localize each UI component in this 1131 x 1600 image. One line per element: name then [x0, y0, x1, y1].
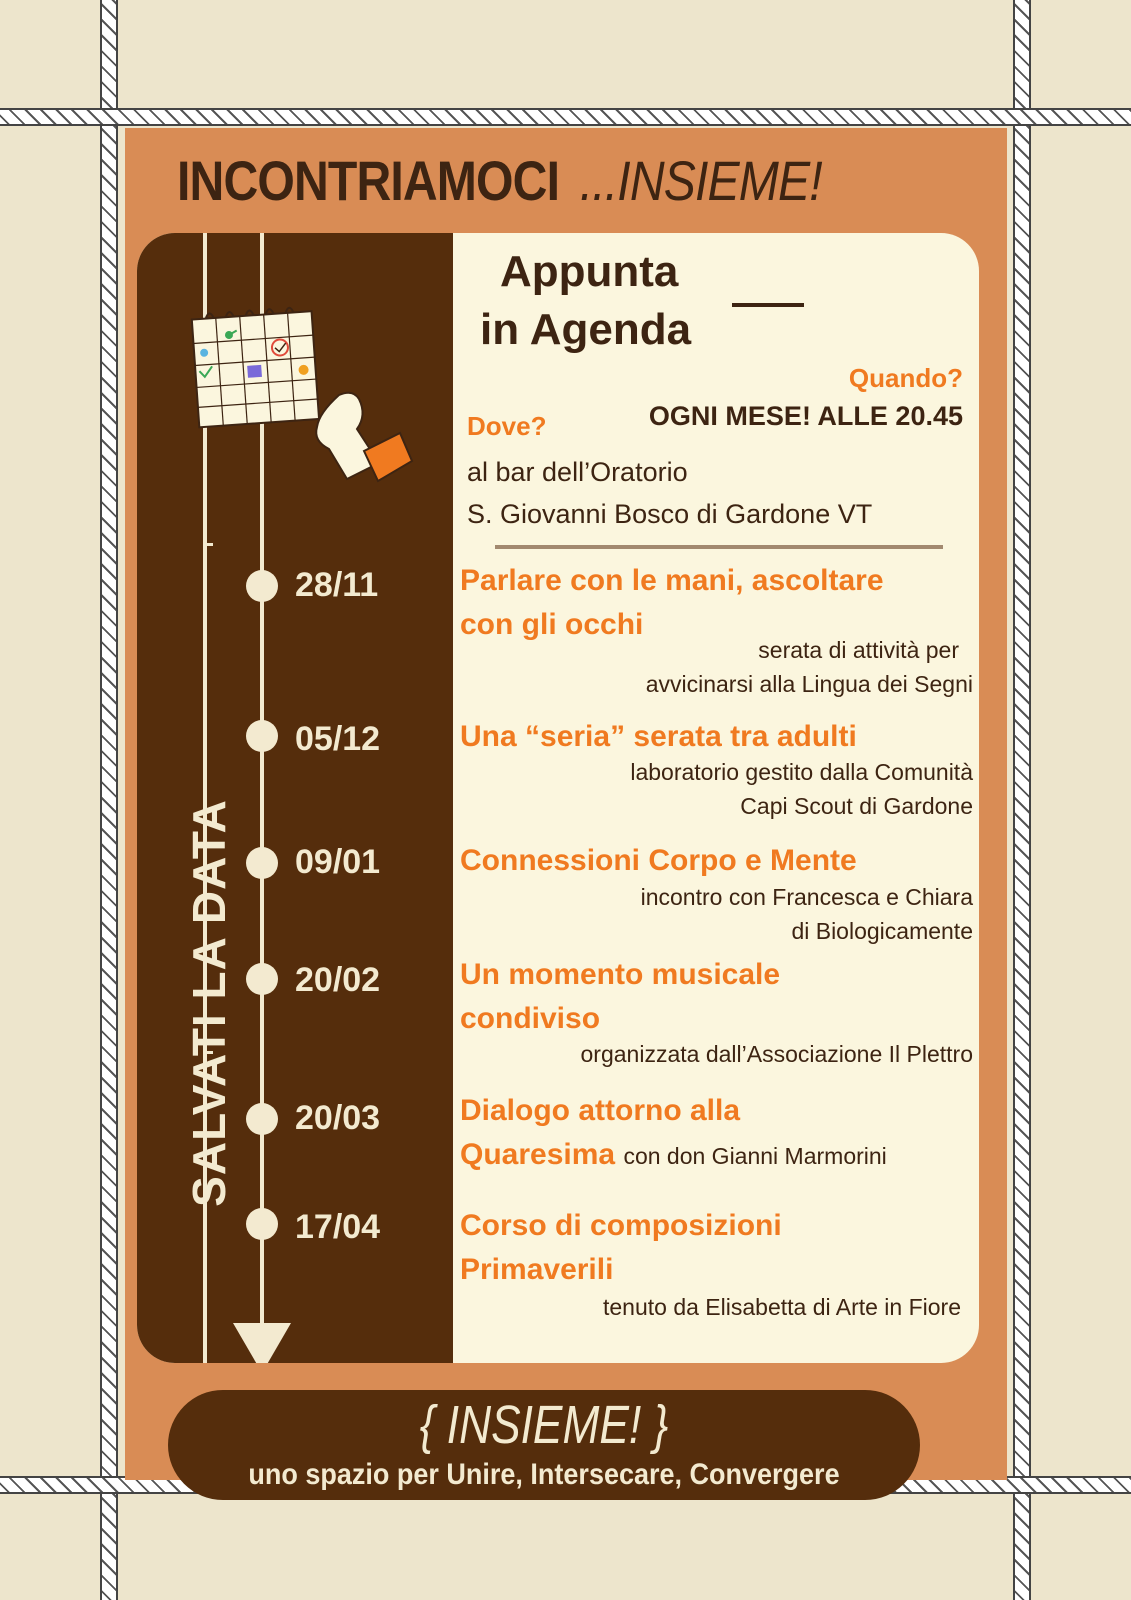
event-title	[460, 1204, 782, 1292]
event-title	[460, 1089, 887, 1178]
event-description	[646, 633, 973, 701]
event-description	[581, 1037, 973, 1071]
label-rule-top	[203, 543, 213, 546]
event-title	[460, 839, 857, 883]
poster	[125, 128, 1007, 1491]
event-title-line: Dialogo attorno alla	[460, 1094, 741, 1127]
where-label: Dove?	[467, 411, 547, 441]
event-desc-inline: con don Gianni Marmorini	[623, 1143, 887, 1169]
event-title-line: Primaverili	[460, 1253, 614, 1286]
event-description	[630, 755, 973, 823]
rope-right	[1013, 0, 1031, 1600]
event-description	[603, 1290, 973, 1324]
agenda-card	[137, 233, 979, 1363]
rope-left	[100, 0, 118, 1600]
event-title-line: Connessioni Corpo e Mente	[460, 844, 857, 877]
agenda-heading-line2: in Agenda	[480, 305, 692, 354]
event-desc-line: Capi Scout di Gardone	[740, 793, 973, 819]
footer-title: { INSIEME! }	[419, 1395, 669, 1455]
title-main: INCONTRIAMOCI	[177, 149, 560, 212]
footer-subtitle: uno spazio per Unire, Intersecare, Convergere	[248, 1458, 840, 1491]
event-date: 20/02	[295, 961, 381, 999]
event-desc-line: organizzata dall’Associazione Il Plettro	[580, 1041, 973, 1067]
timeline-panel	[137, 233, 453, 1363]
event-desc-line: tenuto da Elisabetta di Arte in Fiore	[603, 1294, 961, 1320]
event-title-word: Quaresima	[460, 1138, 616, 1171]
when-value: OGNI MESE! ALLE 20.45	[648, 401, 963, 431]
where-value	[467, 451, 872, 535]
event-date: 20/03	[295, 1099, 381, 1137]
event-desc-line: laboratorio gestito dalla Comunità	[630, 759, 973, 785]
where-line1: al bar dell’Oratorio	[467, 457, 688, 487]
agenda-heading	[480, 243, 691, 359]
event-title-line: Un momento musicale	[460, 958, 781, 991]
agenda-dash	[732, 303, 804, 307]
event-date: 28/11	[295, 566, 379, 604]
event-desc-line: avvicinarsi alla Lingua dei Segni	[645, 671, 973, 697]
timeline-dot-4	[246, 963, 278, 995]
event-date: 05/12	[295, 720, 381, 758]
timeline-dot-1	[246, 570, 278, 602]
event-date: 17/04	[295, 1208, 381, 1246]
when-label: Quando?	[848, 363, 963, 393]
event-desc-line: incontro con Francesca e Chiara	[640, 884, 973, 910]
poster-title	[177, 148, 822, 213]
event-title-line: Una “seria” serata tra adulti	[460, 720, 857, 753]
event-title-line	[460, 1133, 887, 1178]
timeline-dot-6	[246, 1208, 278, 1240]
agenda-heading-line1: Appunta	[500, 247, 679, 296]
footer-banner	[168, 1390, 920, 1500]
event-title-line: condiviso	[460, 1002, 601, 1035]
rope-top	[0, 108, 1131, 126]
event-title	[460, 715, 857, 759]
save-the-date-label: SALVATI LA DATA	[183, 799, 235, 1207]
title-emphasis: ...INSIEME!	[579, 149, 822, 212]
event-description	[641, 880, 973, 948]
event-title-line: con gli occhi	[460, 608, 644, 641]
calendar-icon	[189, 303, 429, 483]
event-desc-line: di Biologicamente	[791, 918, 973, 944]
timeline-dot-2	[246, 720, 278, 752]
event-desc-line: serata di attività per	[758, 637, 959, 663]
timeline-dot-3	[246, 847, 278, 879]
event-title-line: Parlare con le mani, ascoltare	[460, 564, 884, 597]
divider	[495, 545, 943, 549]
timeline-dot-5	[246, 1103, 278, 1135]
where-line2: S. Giovanni Bosco di Gardone VT	[467, 499, 873, 529]
event-title	[460, 953, 780, 1041]
event-date: 09/01	[295, 843, 381, 881]
timeline-arrow-icon	[233, 1323, 291, 1363]
event-title-line: Corso di composizioni	[460, 1209, 782, 1242]
